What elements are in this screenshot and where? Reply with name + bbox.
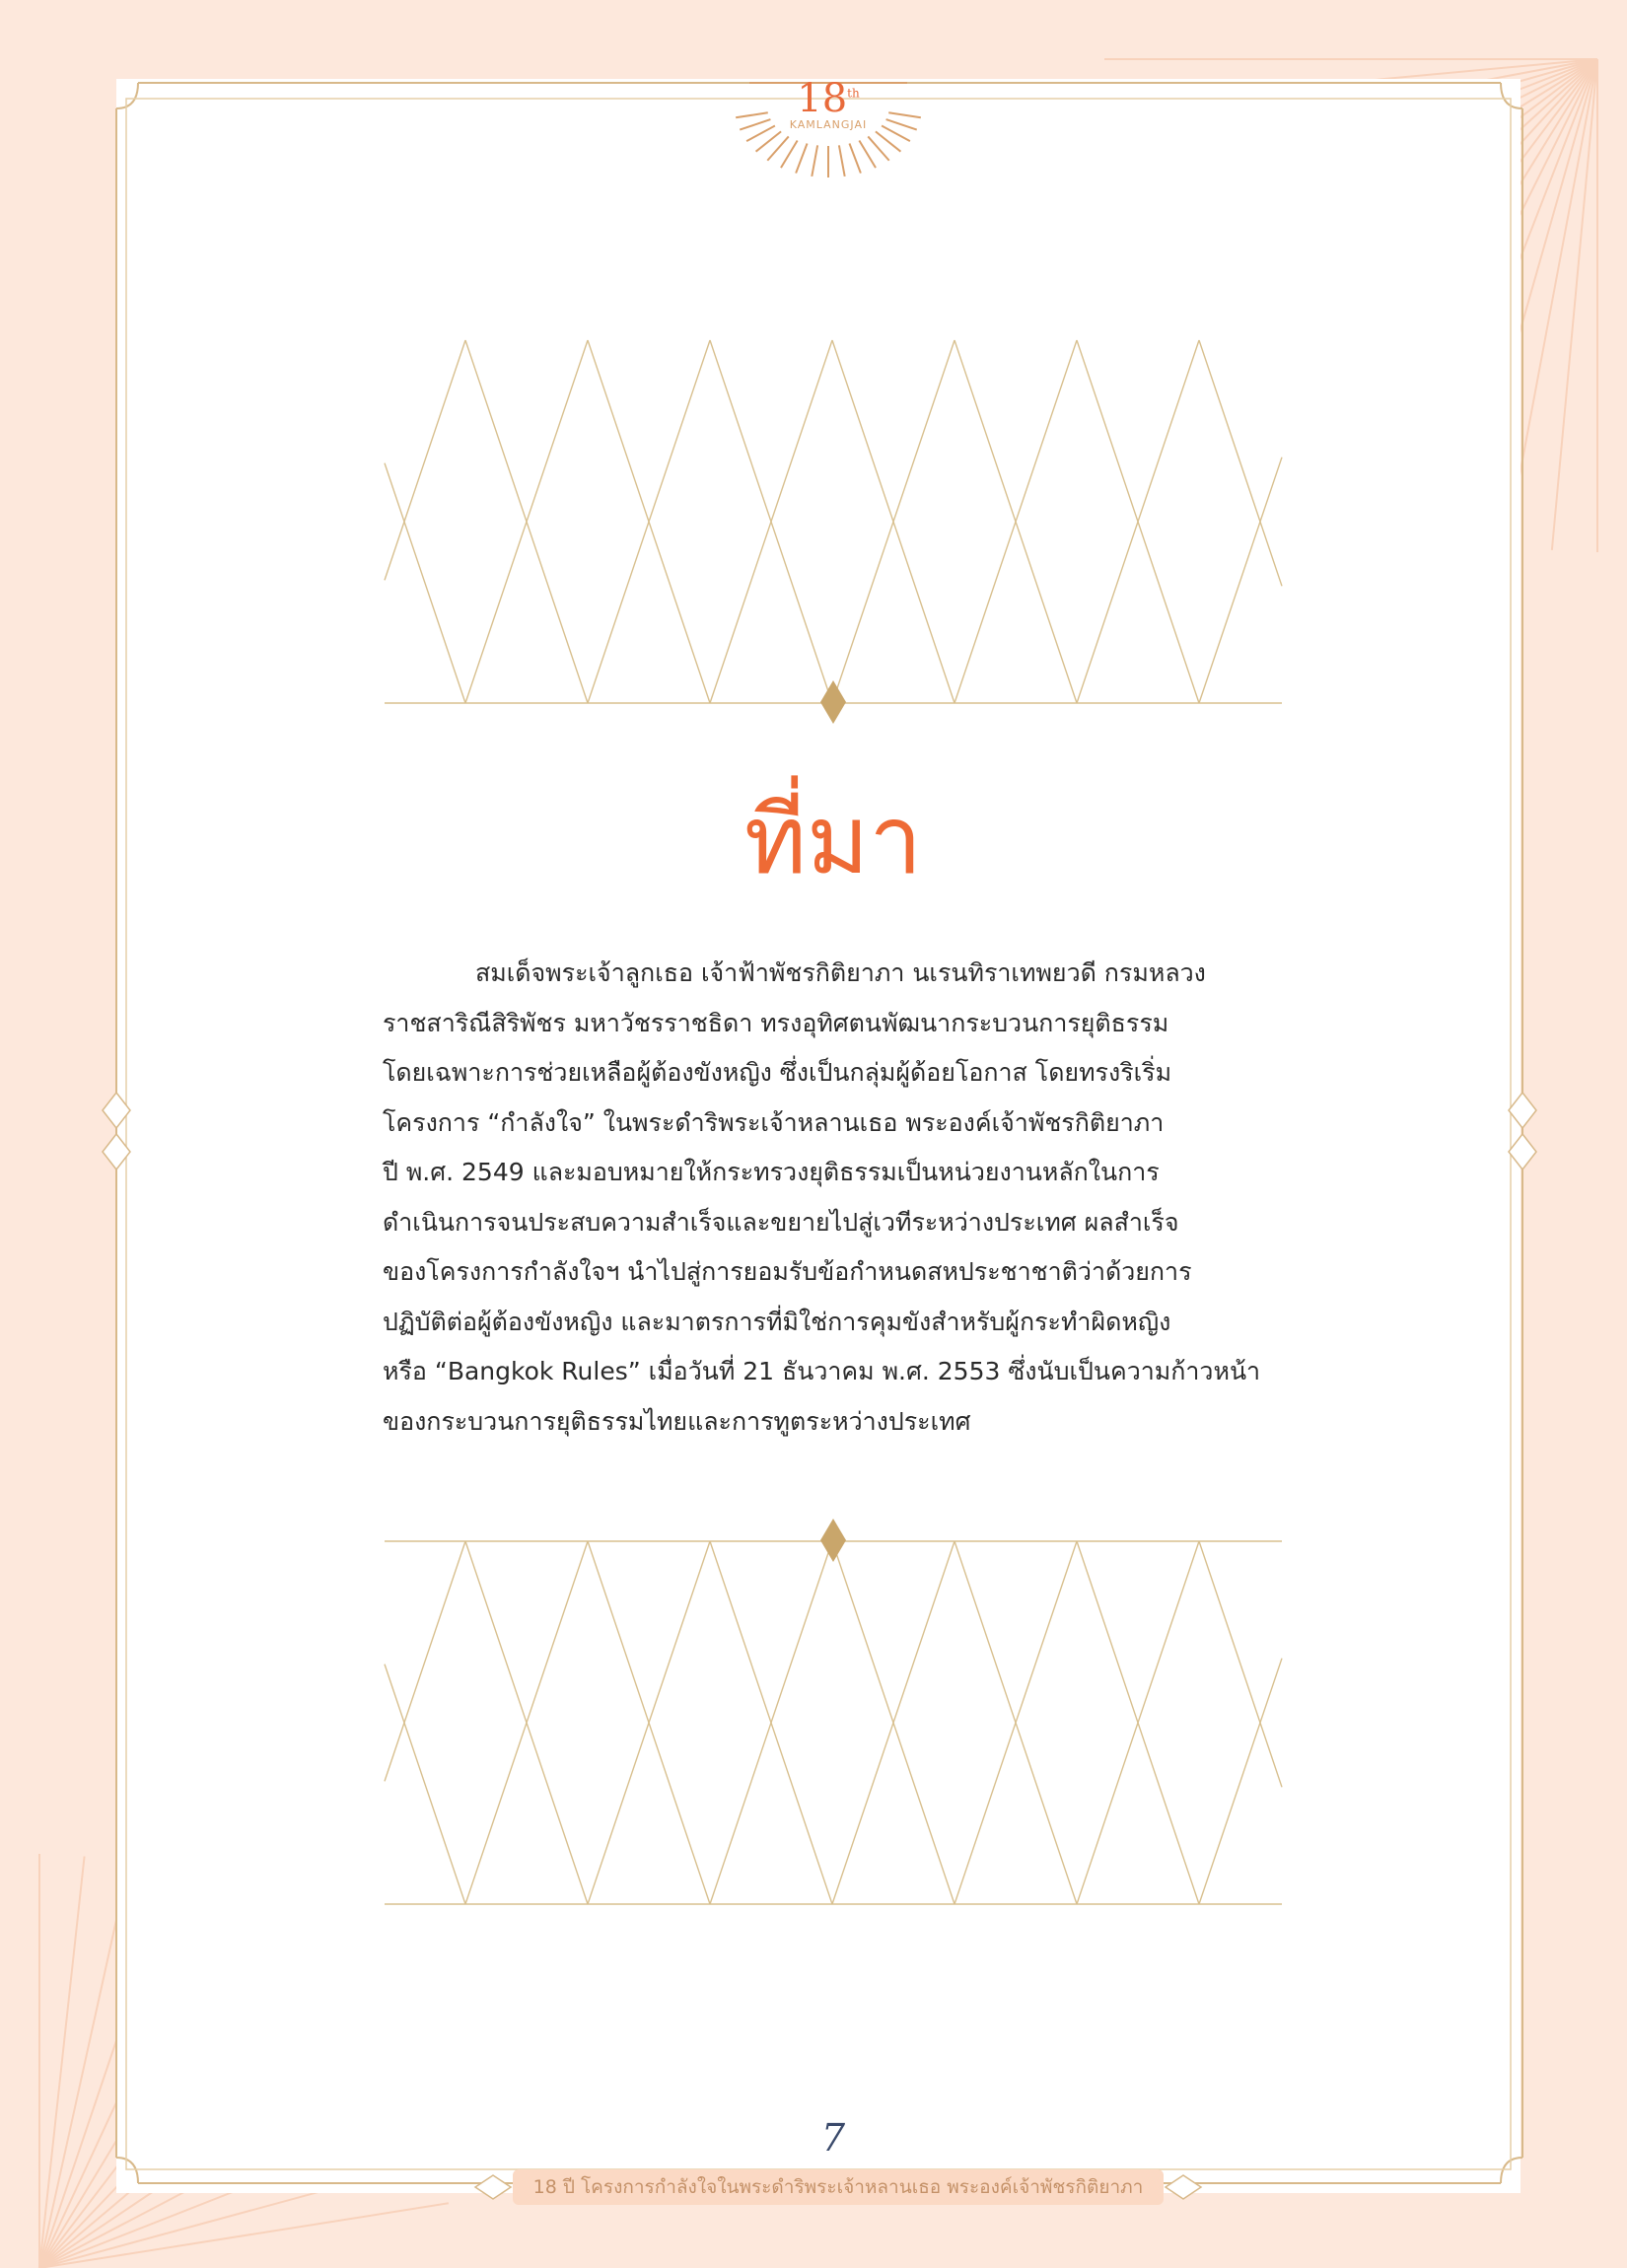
paragraph-line: ราชสาริณีสิริพัชร มหาวัชรราชธิดา ทรงอุทิศตนพัฒนากระบวนการยุติธรรม: [383, 1008, 1169, 1037]
paragraph-line: โดยเฉพาะการช่วยเหลือผู้ต้องขังหญิง ซึ่งเป็นกลุ่มผู้ด้อยโอกาส โดยทรงริเริ่ม: [383, 1058, 1172, 1087]
paragraph-line: หรือ “Bangkok Rules” เมื่อวันที่ 21 ธันวาคม พ.ศ. 2553 ซึ่งนับเป็นความก้าวหน้า: [383, 1357, 1261, 1385]
corner-ray: [1552, 59, 1597, 550]
paragraph-line: ปฏิบัติต่อผู้ต้องขังหญิง และมาตรการที่มิใช่การคุมขังสำหรับผู้กระทำผิดหญิง: [383, 1307, 1171, 1336]
paragraph-line: ดำเนินการจนประสบความสำเร็จและขยายไปสู่เวทีระหว่างประเทศ ผลสำเร็จ: [383, 1207, 1179, 1237]
paragraph-line: ของโครงการกำลังใจฯ นำไปสู่การยอมรับข้อกำหนดสหประชาชาติว่าด้วยการ: [383, 1257, 1192, 1286]
paragraph-line: โครงการ “กำลังใจ” ในพระดำริพระเจ้าหลานเธอ พระองค์เจ้าพัชรกิติยาภา: [383, 1107, 1165, 1137]
page-title: ที่มา: [743, 785, 923, 895]
page-number: 7: [820, 2116, 846, 2160]
logo-text: KAMLANGJAI: [789, 118, 868, 131]
paragraph-line: ปี พ.ศ. 2549 และมอบหมายให้กระทรวงยุติธรรมเป็นหน่วยงานหลักในการ: [383, 1158, 1160, 1186]
body-paragraph: [383, 949, 1282, 1447]
logo-number: 18th: [797, 76, 860, 121]
footer-caption: 18 ปี โครงการกำลังใจในพระดำริพระเจ้าหลานเธอ พระองค์เจ้าพัชรกิติยาภา: [532, 2176, 1144, 2198]
paragraph-line: ของกระบวนการยุติธรรมไทยและการทูตระหว่างประเทศ: [383, 1406, 971, 1436]
paragraph-line: สมเด็จพระเจ้าลูกเธอ เจ้าฟ้าพัชรกิติยาภา นเรนทิราเทพยวดี กรมหลวง: [475, 958, 1206, 987]
